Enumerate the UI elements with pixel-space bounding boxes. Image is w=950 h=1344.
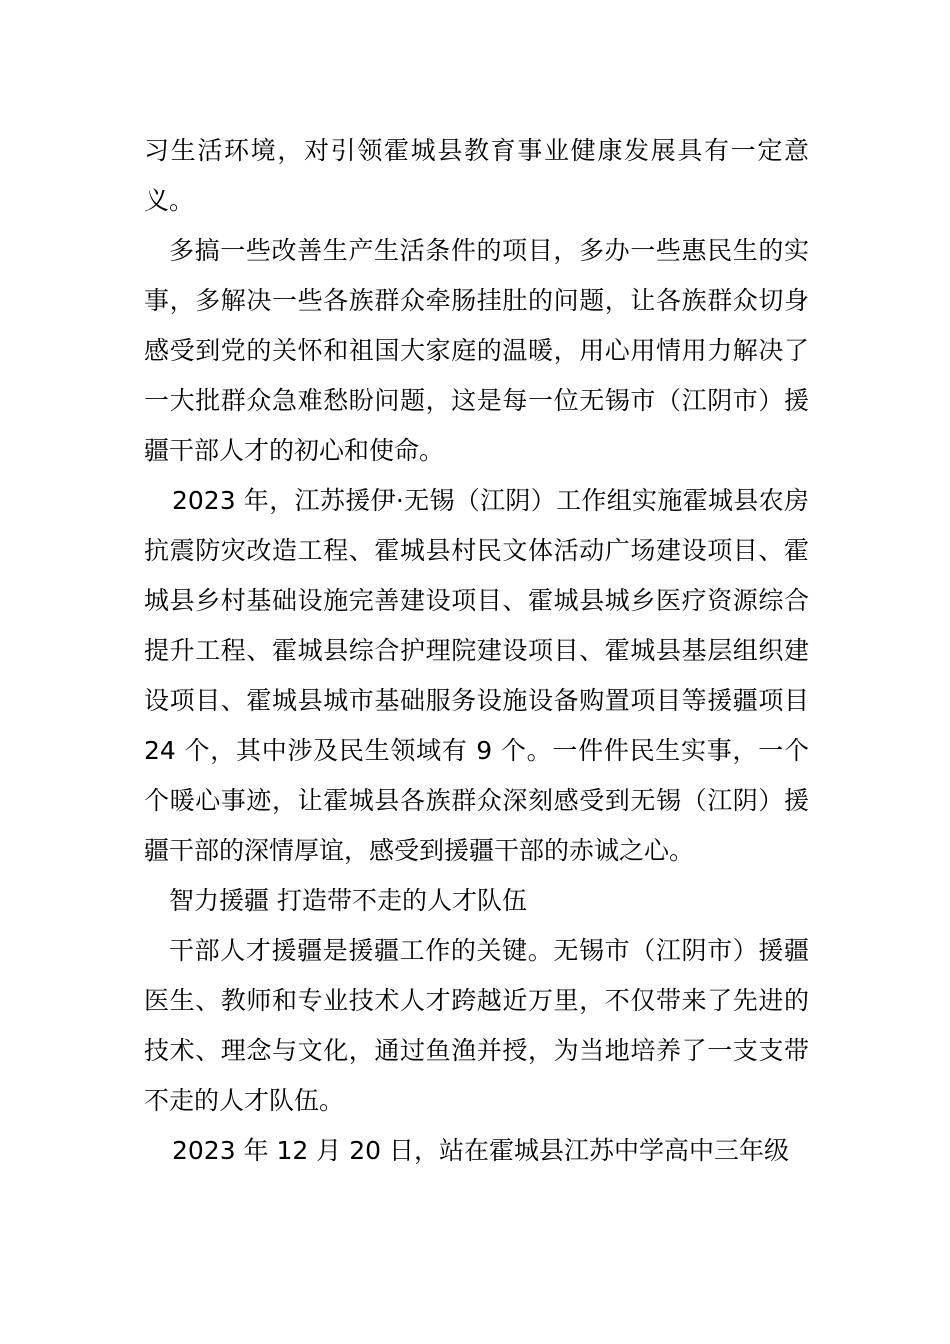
document-page	[144, 126, 809, 1176]
section-heading-talent-aid: 智力援疆 打造带不走的人才队伍	[169, 886, 527, 915]
paragraph-dec-20: 2023 年 12 月 20 日，站在霍城县江苏中学高中三年级	[172, 1136, 789, 1165]
paragraph-education-continuation: 习生活环境，对引领霍城县教育事业健康发展具有一定意义。	[144, 136, 809, 215]
paragraph-talent-aid: 干部人才援疆是援疆工作的关键。无锡市（江阴市）援疆医生、教师和专业技术人才跨越近万里，不仅带来了先进的技术、理念与文化，通过鱼渔并授，为当地培养了一支支带不走的人才队伍。	[144, 936, 809, 1115]
paragraph-2023-projects: 2023 年，江苏援伊·无锡（江阴）工作组实施霍城县农房抗震防灾改造工程、霍城县村民文体活动广场建设项目、霍城县乡村基础设施完善建设项目、霍城县城乡医疗资源综合提升工程、霍城县综合护理院建设项目、霍城县基层组织建设项目、霍城县城市基础服务设施设备购置项目等援疆项目 24 个，其中涉及民生领域有 9 个。一件件民生实事，一个个暖心事迹，让霍城县各族群众深刻感受到无锡（江阴）援疆干部的深情厚谊，感受到援疆干部的赤诚之心。	[144, 486, 809, 865]
paragraph-livelihood-projects: 多搞一些改善生产生活条件的项目，多办一些惠民生的实事，多解决一些各族群众牵肠挂肚的问题，让各族群众切身感受到党的关怀和祖国大家庭的温暖，用心用情用力解决了一大批群众急难愁盼问题，这是每一位无锡市（江阴市）援疆干部人才的初心和使命。	[144, 236, 809, 465]
